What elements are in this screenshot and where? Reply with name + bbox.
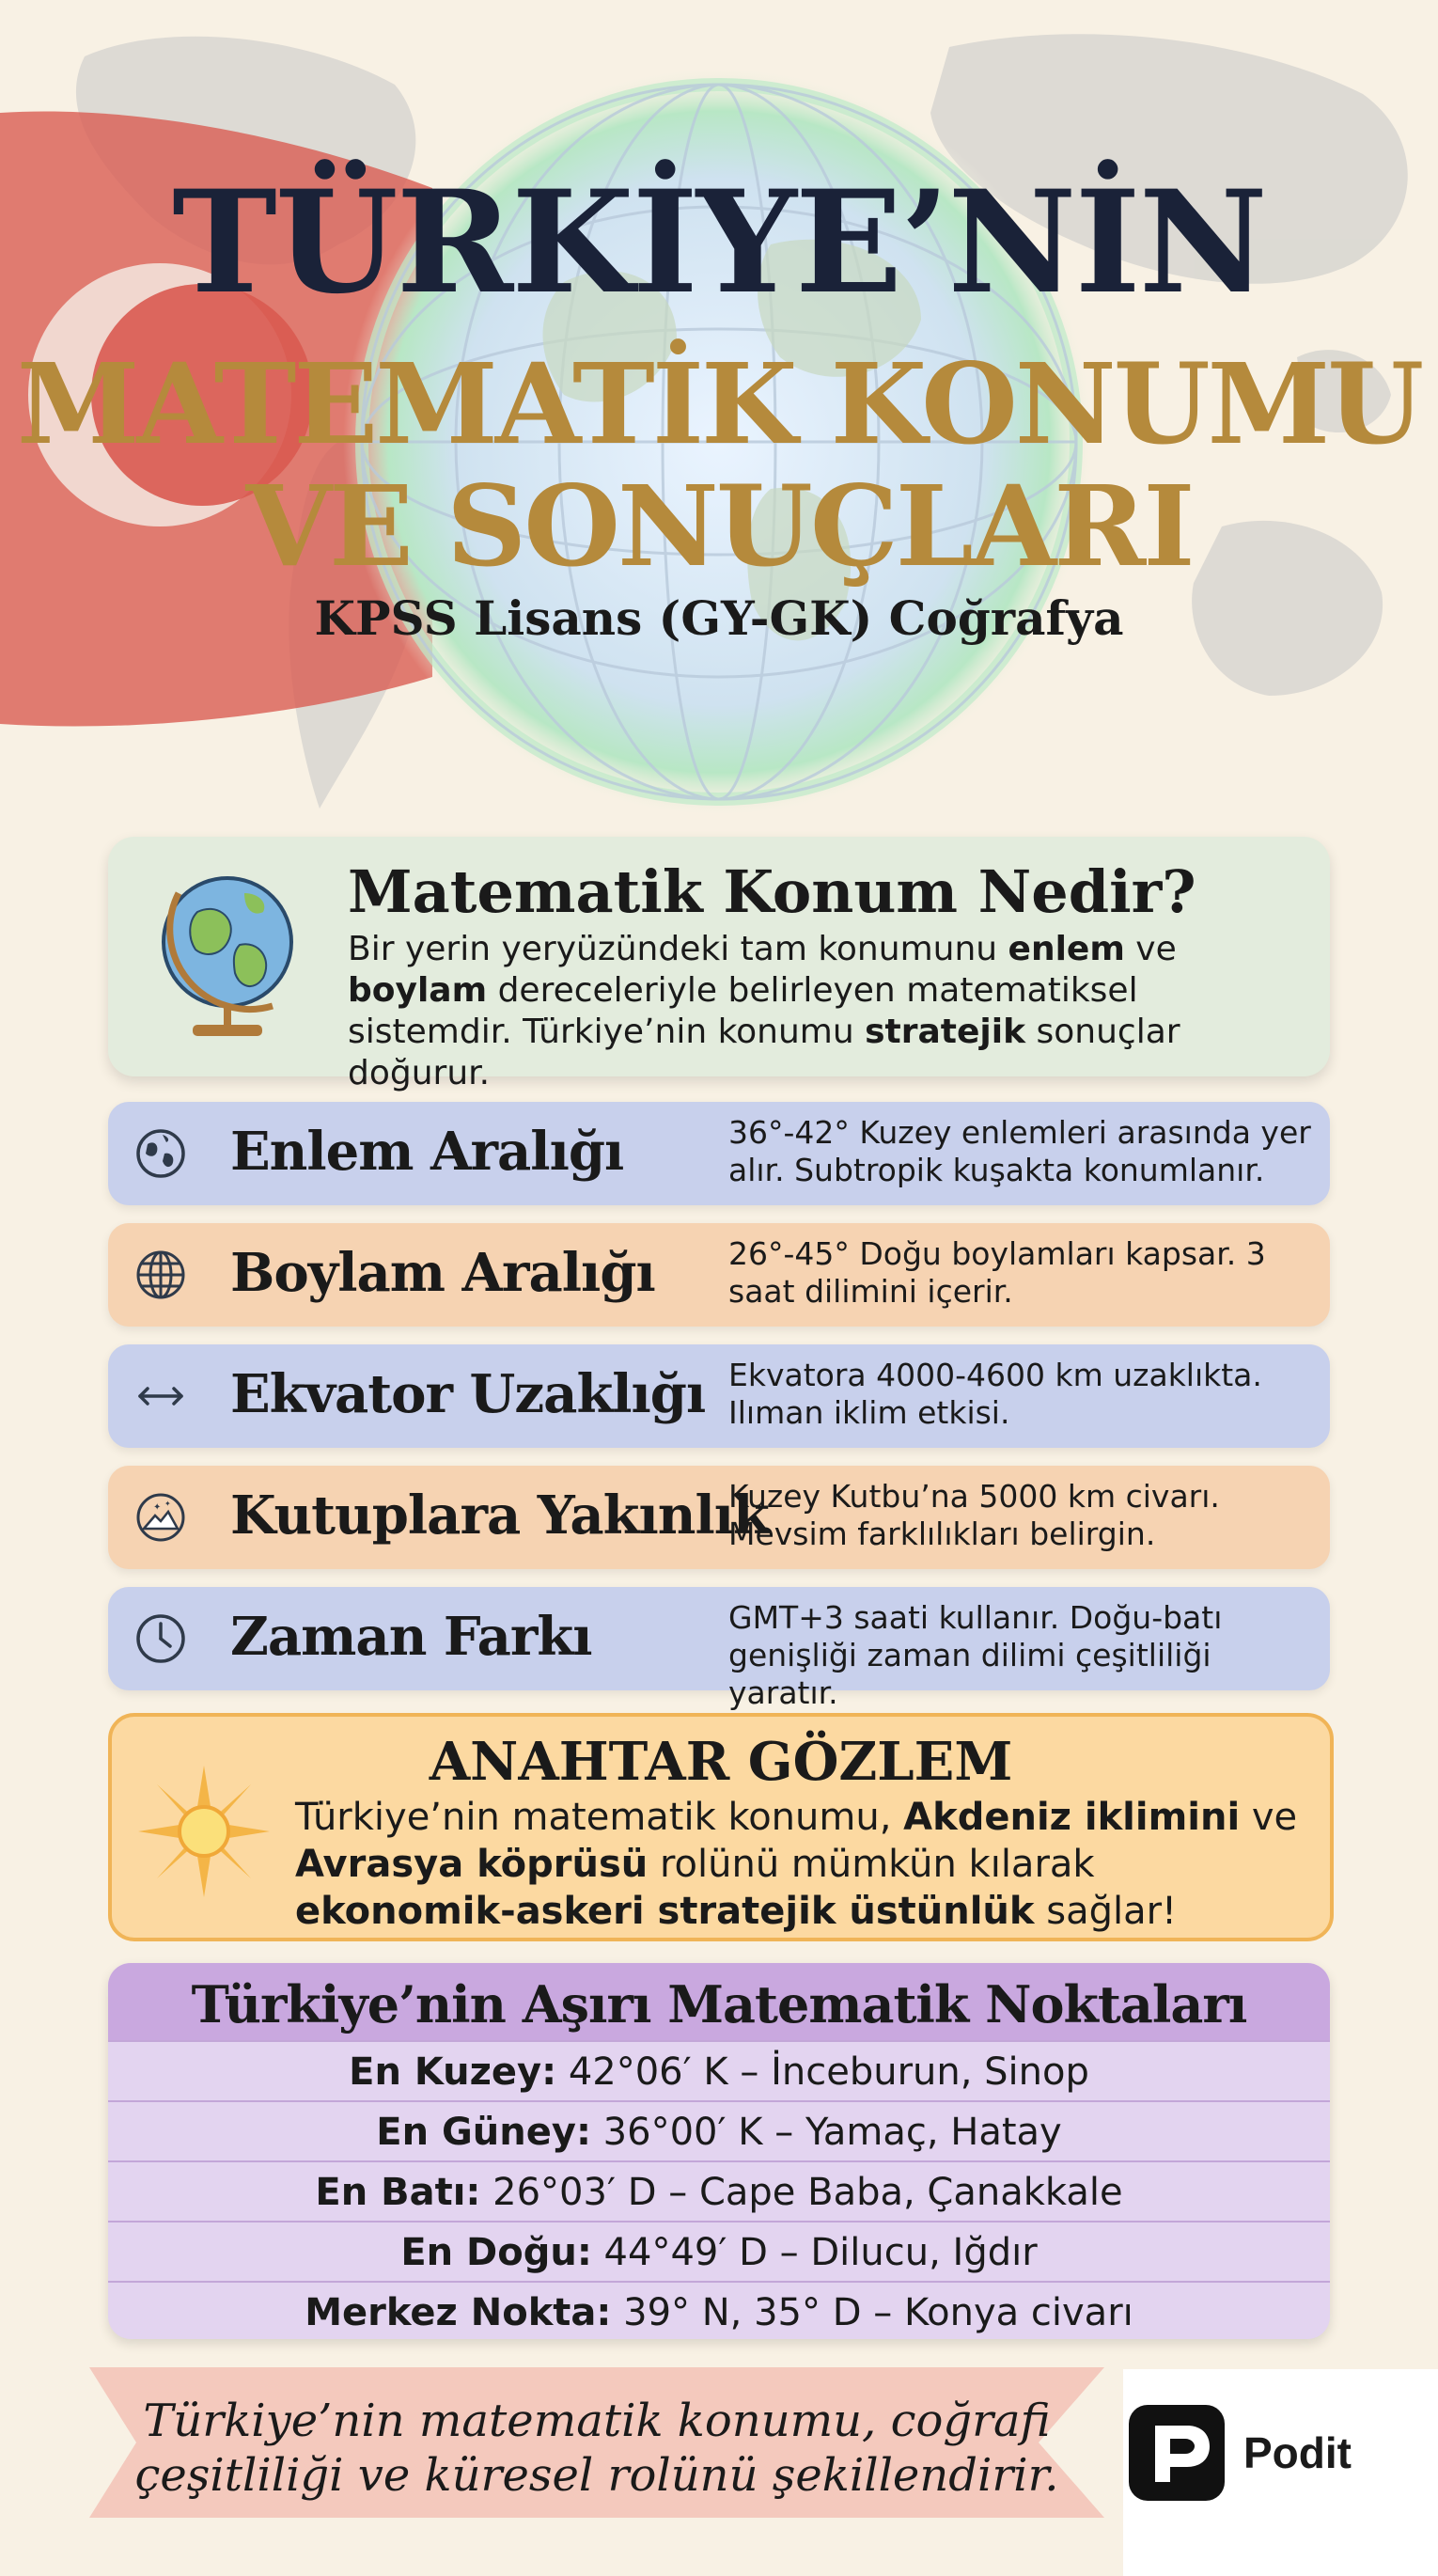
table-row: En Kuzey: 42°06′ K – İnceburun, Sinop [108,2040,1330,2102]
brand-name: Podit [1243,2428,1352,2477]
row-enlem [108,1102,1330,1205]
table-row: En Güney: 36°00′ K – Yamaç, Hatay [108,2100,1330,2162]
subtitle: KPSS Lisans (GY-GK) Coğrafya [314,590,1124,646]
clock-icon [134,1612,187,1665]
snow-mountain-icon [134,1491,187,1544]
double-arrow-icon [134,1370,187,1422]
key-text: Türkiye’nin matematik konumu, Akdeniz iklimini ve Avrasya köprüsü rolünü mümkün kılarak ekonomik-askeri stratejik üstünlük sağlar! [295,1796,1298,1933]
table-header [108,1963,1330,2040]
row-description: 26°-45° Doğu boylamları kapsar. 3 saat dilimini içerir. [728,1235,1266,1310]
title-line-1: TÜRKİYE’NİN [172,160,1266,325]
row-ekvator [108,1344,1330,1448]
podit-logo-icon [1129,2405,1225,2501]
table-row: En Batı: 26°03′ D – Cape Baba, Çanakkale [108,2160,1330,2223]
intro-text: Bir yerin yeryüzündeki tam konumunu enlem ve boylam dereceleriyle belirleyen matematiksel sistemdir. Türkiye’nin konumu stratejik sonuçlar doğurur. [348,930,1180,1092]
row-description: 36°-42° Kuzey enlemleri arasında yer alır. Subtropik kuşakta konumlanır. [728,1114,1311,1188]
globe-icon [134,1127,187,1180]
intro-card [108,837,1330,1092]
svg-text:✦: ✦ [153,1502,162,1513]
key-observation-box [108,1713,1334,1941]
row-kutuplar [108,1466,1330,1569]
row-zaman [108,1587,1330,1711]
row-description: GMT+3 saati kullanır. Doğu-batı genişliği zaman dilimi çeşitliliği yaratır. [728,1599,1223,1711]
table-title: Türkiye’nin Aşırı Matematik Noktaları [191,1974,1247,2034]
banner-text: Türkiye’nin matematik konumu, coğrafi çeşitliliği ve küresel rolünü şekillendirir. [134,2395,1059,2502]
row-boylam [108,1223,1330,1327]
footer-banner [89,2367,1104,2518]
extreme-points-table [108,1963,1330,2339]
title-line-3: VE SONUÇLARI [245,461,1193,591]
row-description: Kuzey Kutbu’na 5000 km civarı. Mevsim farklılıkları belirgin. [728,1478,1220,1552]
table-row: Merkez Nokta: 39° N, 35° D – Konya civarı [108,2281,1330,2339]
intro-title: Matematik Konum Nedir? [348,857,1196,926]
row-label: Boylam Aralığı [230,1242,655,1304]
svg-text:✦: ✦ [164,1500,171,1508]
desk-globe-icon [150,865,320,1044]
row-label: Kutuplara Yakınlık [230,1484,769,1547]
hero-section [0,0,1438,827]
brand-area [1123,2369,1438,2576]
row-description: Ekvatora 4000-4600 km uzaklıkta. Ilıman iklim etkisi. [728,1357,1262,1431]
key-title: ANAHTAR GÖZLEM [429,1731,1013,1793]
title-line-2: MATEMATİK KONUMU [16,338,1422,469]
meridian-globe-icon [134,1249,187,1301]
row-label: Enlem Aralığı [230,1121,624,1183]
table-row: En Doğu: 44°49′ D – Dilucu, Iğdır [108,2221,1330,2283]
row-label: Zaman Farkı [230,1606,592,1668]
row-label: Ekvator Uzaklığı [230,1363,706,1425]
